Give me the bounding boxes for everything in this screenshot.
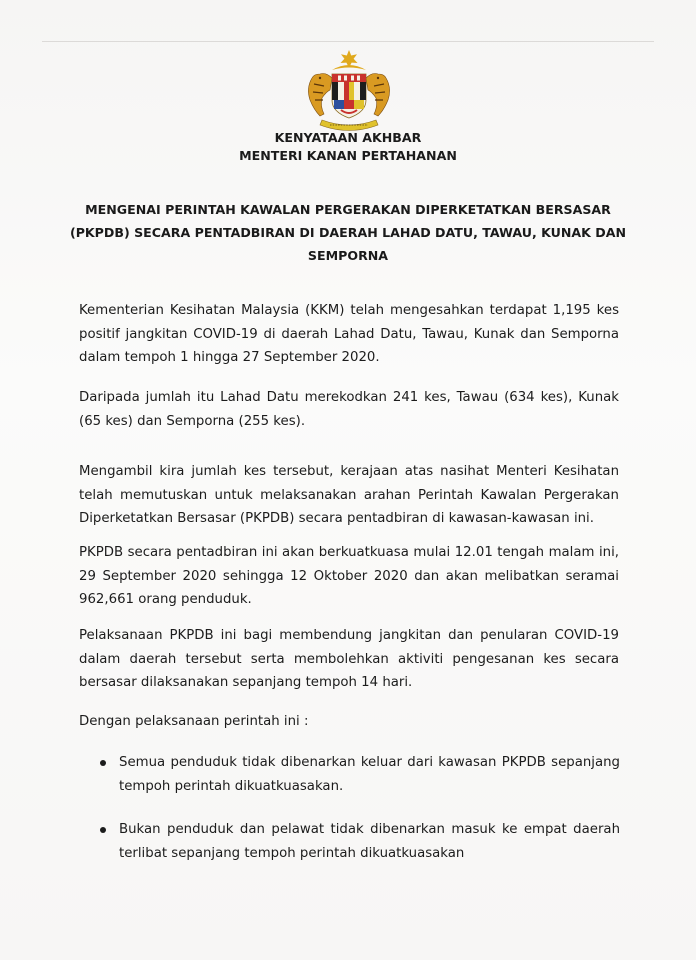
top-divider bbox=[42, 41, 654, 42]
paragraph-6: Dengan pelaksanaan perintah ini : bbox=[79, 714, 309, 729]
bullet-icon bbox=[100, 760, 106, 766]
paragraph-5: Pelaksanaan PKPDB ini bagi membendung jangkitan dan penularan COVID-19 dalam daerah tersebut serta membolehkan aktiviti pengesanan kes secara bersasar dilaksanakan sepanjang tempoh 14 hari. bbox=[79, 628, 619, 690]
list-item bbox=[100, 751, 620, 798]
header-line-2: MENTERI KANAN PERTAHANAN bbox=[239, 148, 457, 163]
coat-of-arms-icon bbox=[296, 48, 402, 134]
list-item bbox=[100, 818, 620, 865]
paragraph-4: PKPDB secara pentadbiran ini akan berkuatkuasa mulai 12.01 tengah malam ini, 29 September 2020 sehingga 12 Oktober 2020 dan akan melibatkan seramai 962,661 orang penduduk. bbox=[79, 545, 619, 607]
list-item-text: Semua penduduk tidak dibenarkan keluar dari kawasan PKPDB sepanjang tempoh perintah dikuatkuasakan. bbox=[119, 755, 620, 794]
document-title: MENGENAI PERINTAH KAWALAN PERGERAKAN DIPERKETATKAN BERSASAR (PKPDB) SECARA PENTADBIRAN DI DAERAH LAHAD DATU, TAWAU, KUNAK DAN SEMPORNA bbox=[69, 202, 627, 263]
paragraph-3: Mengambil kira jumlah kes tersebut, kerajaan atas nasihat Menteri Kesihatan telah memutuskan untuk melaksanakan arahan Perintah Kawalan Pergerakan Diperketatkan Bersasar (PKPDB) secara pentadbiran di kawasan-kawasan ini. bbox=[79, 464, 619, 526]
bullet-icon bbox=[100, 827, 106, 833]
header-line-1: KENYATAAN AKHBAR bbox=[274, 130, 422, 145]
paragraph-2: Daripada jumlah itu Lahad Datu merekodkan 241 kes, Tawau (634 kes), Kunak (65 kes) dan Semporna (255 kes). bbox=[79, 390, 619, 429]
list-item-text: Bukan penduduk dan pelawat tidak dibenarkan masuk ke empat daerah terlibat sepanjang tempoh perintah dikuatkuasakan bbox=[119, 822, 620, 861]
paragraph-1: Kementerian Kesihatan Malaysia (KKM) telah mengesahkan terdapat 1,195 kes positif jangkitan COVID-19 di daerah Lahad Datu, Tawau, Kunak dan Semporna dalam tempoh 1 hingga 27 September 2020. bbox=[79, 303, 619, 365]
